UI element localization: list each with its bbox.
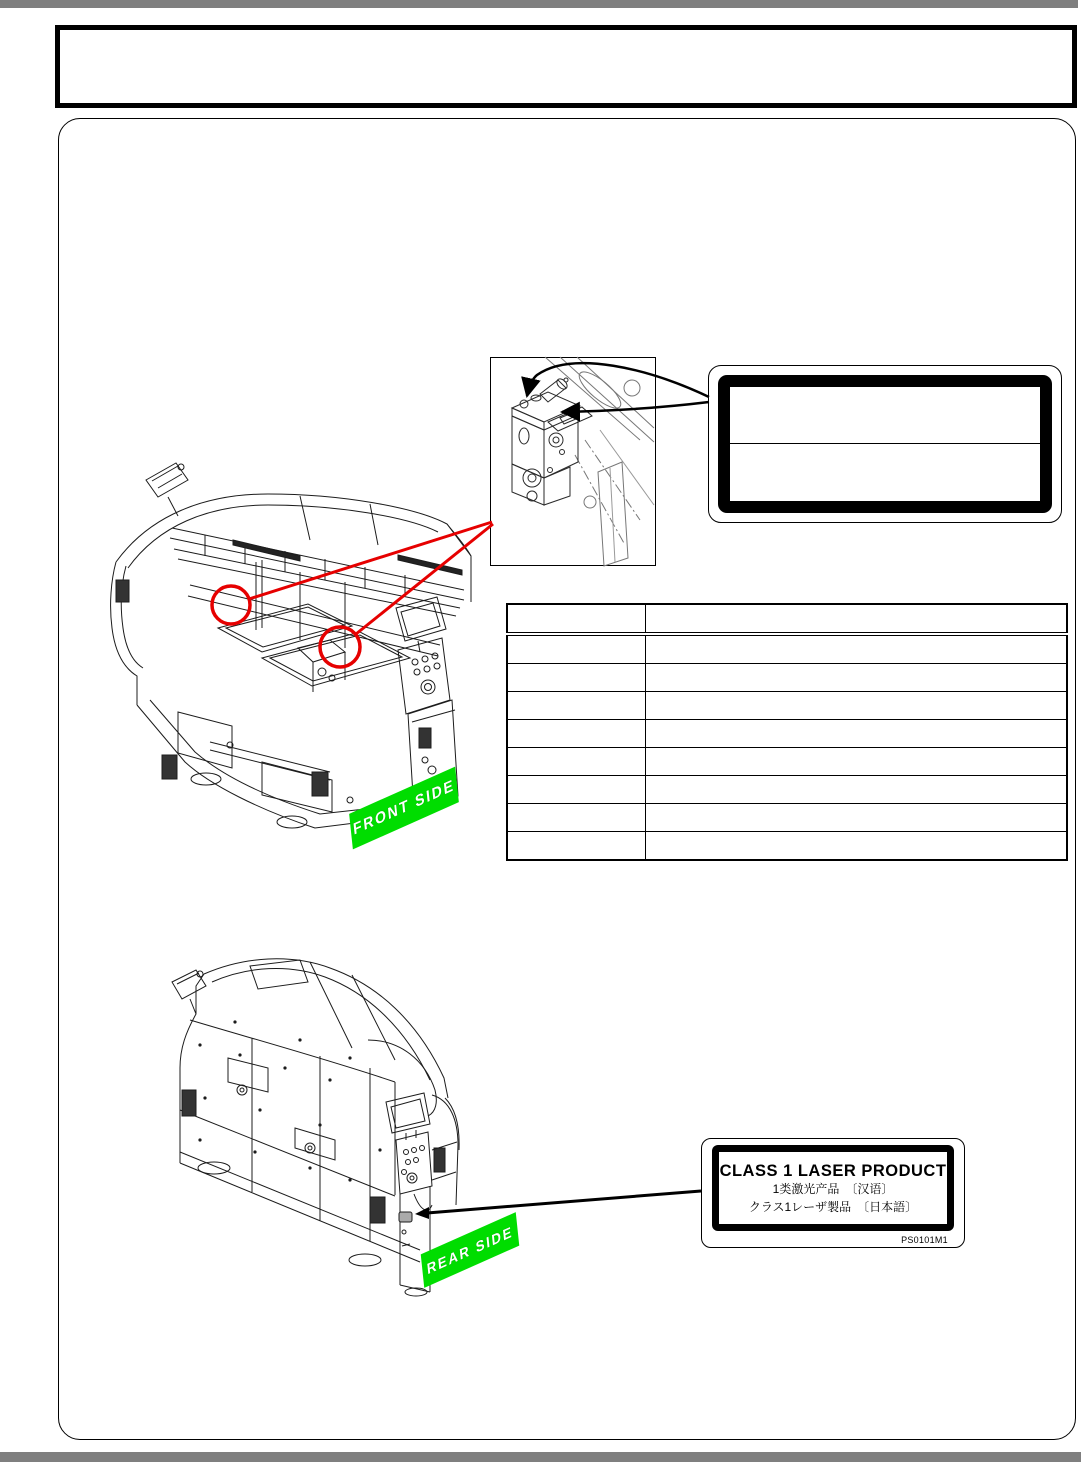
- table-row: [507, 748, 1067, 776]
- page-bottom-rule: [0, 1452, 1081, 1462]
- table-cell: [507, 748, 645, 776]
- table-row: [507, 692, 1067, 720]
- blank-warning-label-body: [730, 387, 1040, 501]
- table-cell: [645, 692, 1067, 720]
- class1-laser-label-body: [719, 1152, 947, 1224]
- table-header-cell: [645, 604, 1067, 634]
- table-row: [507, 634, 1067, 664]
- table-cell: [507, 776, 645, 804]
- laser-label-chinese: 1类激光产品 〔汉语〕: [772, 1182, 894, 1196]
- rear-side-tag-label: REAR SIDE: [426, 1222, 514, 1278]
- table-row: [507, 776, 1067, 804]
- page-top-rule: [0, 0, 1078, 8]
- table-cell: [645, 776, 1067, 804]
- table-cell: [507, 720, 645, 748]
- table-cell: [507, 804, 645, 832]
- front-side-tag-label: FRONT SIDE: [352, 776, 456, 839]
- table-cell: [645, 804, 1067, 832]
- table-cell: [645, 720, 1067, 748]
- table-cell: [645, 832, 1067, 861]
- blank-warning-label-border: [718, 375, 1052, 513]
- table-cell: [645, 748, 1067, 776]
- class1-laser-label-border: [712, 1145, 954, 1231]
- label-location-table: [506, 603, 1068, 861]
- table-cell: [507, 692, 645, 720]
- table-row: [507, 832, 1067, 861]
- table-row: [507, 720, 1067, 748]
- table-row: [507, 804, 1067, 832]
- page-title-box: [55, 25, 1077, 108]
- class1-laser-label: [701, 1138, 965, 1248]
- table-cell: [645, 634, 1067, 664]
- table-header-cell: [507, 604, 645, 634]
- table-cell: [507, 664, 645, 692]
- table-cell: [645, 664, 1067, 692]
- table-row: [507, 664, 1067, 692]
- table-header-row: [507, 604, 1067, 634]
- blank-warning-label: [708, 365, 1062, 523]
- laser-label-code: PS0101M1: [901, 1235, 948, 1245]
- laser-label-title: CLASS 1 LASER PRODUCT: [719, 1162, 947, 1180]
- blank-warning-label-divider: [730, 387, 1040, 444]
- laser-label-japanese: クラス1レーザ製品 〔日本語〕: [748, 1200, 918, 1214]
- table-cell: [507, 832, 645, 861]
- sensor-detail-inset: [490, 357, 656, 566]
- table-cell: [507, 634, 645, 664]
